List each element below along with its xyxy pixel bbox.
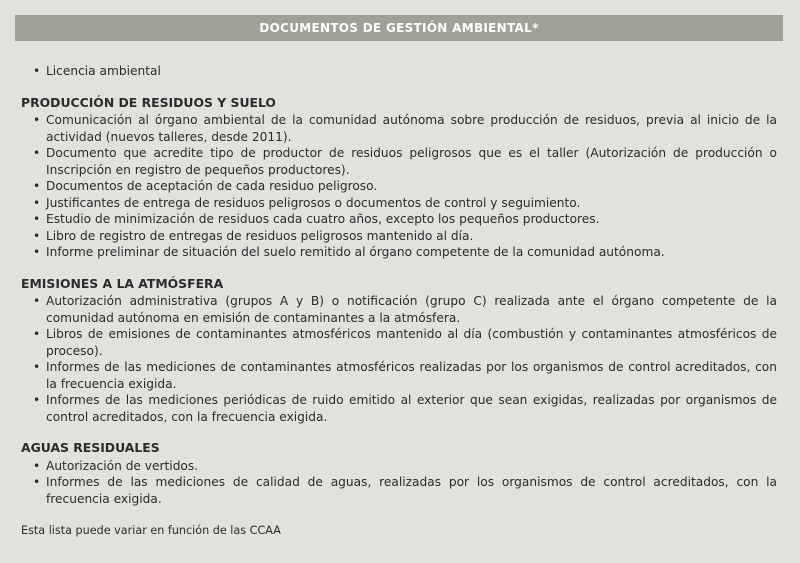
bullet-icon: • (33, 327, 41, 341)
list-item: • Documento que acredite tipo de productor de residuos peligrosos que es el taller (Autorización de producción o Inscripción en registro de pequeños productores). (33, 146, 777, 177)
section-title: AGUAS RESIDUALES (21, 440, 160, 455)
bullet-icon: • (33, 64, 41, 78)
bullet-icon: • (33, 146, 41, 160)
list-item: • Autorización administrativa (grupos A y B) o notificación (grupo C) realizada ante el órgano competente de la comunidad autónoma en emisión de contaminantes a la atmósfera. (33, 294, 777, 325)
list-item: • Libros de emisiones de contaminantes atmosféricos mantenido al día (combustión y contaminantes atmosféricos de proceso). (33, 327, 777, 358)
list-item: • Libro de registro de entregas de residuos peligrosos mantenido al día. (33, 228, 474, 243)
bullet-icon: • (33, 360, 41, 374)
section-list (21, 458, 777, 508)
panel-title: DOCUMENTOS DE GESTIÓN AMBIENTAL* (259, 21, 539, 35)
list-item: • Estudio de minimización de residuos cada cuatro años, excepto los pequeños productores. (33, 212, 600, 226)
bullet-icon: • (33, 179, 41, 193)
list-item: • Informes de las mediciones de contaminantes atmosféricos realizadas por los organismos de control acreditados, con la frecuencia exigida. (33, 360, 777, 391)
bullet-icon: • (33, 195, 41, 210)
section-title: EMISIONES A LA ATMÓSFERA (21, 275, 224, 291)
list-item: • Informe preliminar de situación del suelo remitido al órgano competente de la comunidad autónoma. (33, 245, 665, 259)
list-item: • Justificantes de entrega de residuos peligrosos o documentos de control y seguimiento. (33, 195, 581, 210)
section-atmospheric-emissions (21, 276, 777, 426)
bullet-icon: • (33, 458, 41, 473)
bullet-icon: • (33, 212, 41, 226)
bullet-icon: • (33, 294, 41, 308)
list-item: • Informes de las mediciones de calidad de aguas, realizadas por los organismos de control acreditados, con la frecuencia exigida. (33, 475, 777, 506)
environmental-documents-panel (15, 15, 783, 549)
panel-content (15, 63, 783, 540)
list-item: • Autorización de vertidos. (33, 458, 199, 473)
section-wastewater (21, 440, 777, 507)
section-list (21, 112, 777, 261)
panel-header (15, 15, 783, 41)
bullet-icon: • (33, 475, 41, 489)
list-item: • Comunicación al órgano ambiental de la comunidad autónoma sobre producción de residuos, previa al inicio de la actividad (nuevos talleres, desde 2011). (33, 113, 777, 144)
bullet-icon: • (33, 113, 41, 127)
section-waste-soil (21, 95, 777, 261)
list-item: • Informes de las mediciones periódicas de ruido emitido al exterior que sean exigidas, realizadas por organismos de control acreditados, con la frecuencia exigida. (33, 393, 777, 424)
section-list (21, 293, 777, 425)
bullet-icon: • (33, 393, 41, 407)
list-item: • Licencia ambiental (33, 64, 161, 78)
section-title: PRODUCCIÓN DE RESIDUOS Y SUELO (21, 94, 276, 110)
bullet-icon: • (33, 245, 41, 259)
intro-list (21, 63, 777, 80)
footnote: Esta lista puede variar en función de las CCAA (21, 524, 281, 537)
list-item: • Documentos de aceptación de cada residuo peligroso. (33, 179, 378, 193)
bullet-icon: • (33, 228, 41, 243)
